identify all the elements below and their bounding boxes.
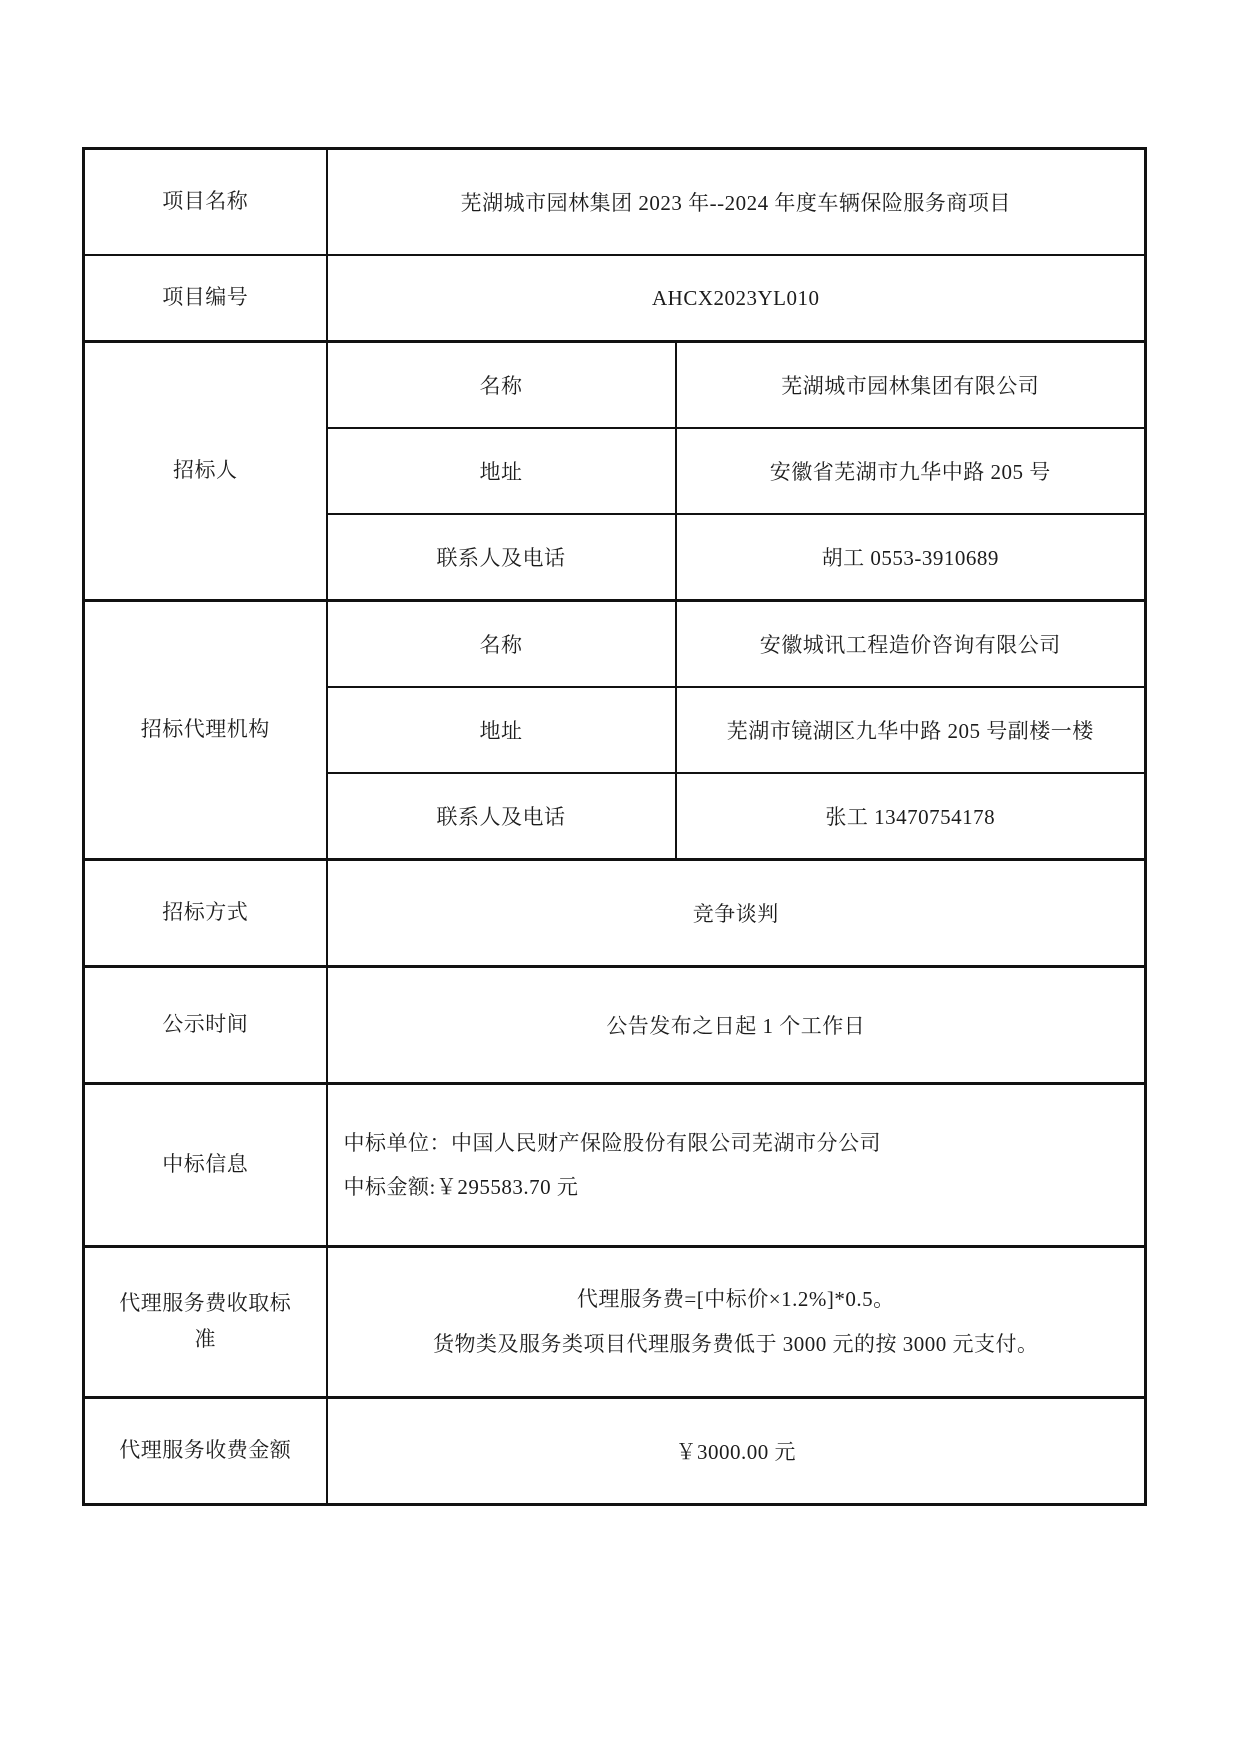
award-info-value bbox=[327, 1084, 1146, 1247]
agency-label: 招标代理机构 bbox=[84, 601, 327, 860]
tenderer-contact-label: 联系人及电话 bbox=[327, 514, 676, 601]
fee-formula-line: 代理服务费=[中标价×1.2%]*0.5。 bbox=[576, 1286, 895, 1311]
agency-fee-standard-label: 代理服务费收取标准 bbox=[84, 1247, 327, 1398]
tenderer-label: 招标人 bbox=[84, 342, 327, 601]
tenderer-address-label: 地址 bbox=[327, 428, 676, 514]
publicity-period-value: 公告发布之日起 1 个工作日 bbox=[327, 967, 1146, 1084]
award-winner-line: 中标单位：中国人民财产保险股份有限公司芜湖市分公司 bbox=[343, 1130, 881, 1155]
agency-address-value: 芜湖市镜湖区九华中路 205 号副楼一楼 bbox=[676, 687, 1146, 773]
project-name-label: 项目名称 bbox=[84, 149, 327, 256]
agency-fee-standard-value bbox=[327, 1247, 1146, 1398]
agency-address-label: 地址 bbox=[327, 687, 676, 773]
tenderer-name-label: 名称 bbox=[327, 342, 676, 429]
project-number-value: AHCX2023YL010 bbox=[327, 255, 1146, 342]
agency-name-value: 安徽城讯工程造价咨询有限公司 bbox=[676, 601, 1146, 688]
fee-minimum-line: 货物类及服务类项目代理服务费低于 3000 元的按 3000 元支付。 bbox=[433, 1332, 1039, 1356]
project-number-label: 项目编号 bbox=[84, 255, 327, 342]
tenderer-name-value: 芜湖城市园林集团有限公司 bbox=[676, 342, 1146, 429]
award-info-label: 中标信息 bbox=[84, 1084, 327, 1247]
project-name-value: 芜湖城市园林集团 2023 年--2024 年度车辆保险服务商项目 bbox=[327, 149, 1146, 256]
award-amount-line: 中标金额:￥295583.70 元 bbox=[343, 1175, 579, 1199]
publicity-period-label: 公示时间 bbox=[84, 967, 327, 1084]
agency-name-label: 名称 bbox=[327, 601, 676, 688]
method-label: 招标方式 bbox=[84, 860, 327, 967]
tender-result-table bbox=[82, 147, 1147, 1506]
agency-fee-amount-value: ￥3000.00 元 bbox=[327, 1398, 1146, 1505]
agency-contact-value: 张工 13470754178 bbox=[676, 773, 1146, 860]
agency-contact-label: 联系人及电话 bbox=[327, 773, 676, 860]
agency-fee-amount-label: 代理服务收费金额 bbox=[84, 1398, 327, 1505]
method-value: 竞争谈判 bbox=[327, 860, 1146, 967]
tenderer-address-value: 安徽省芜湖市九华中路 205 号 bbox=[676, 428, 1146, 514]
tenderer-contact-value: 胡工 0553-3910689 bbox=[676, 514, 1146, 601]
